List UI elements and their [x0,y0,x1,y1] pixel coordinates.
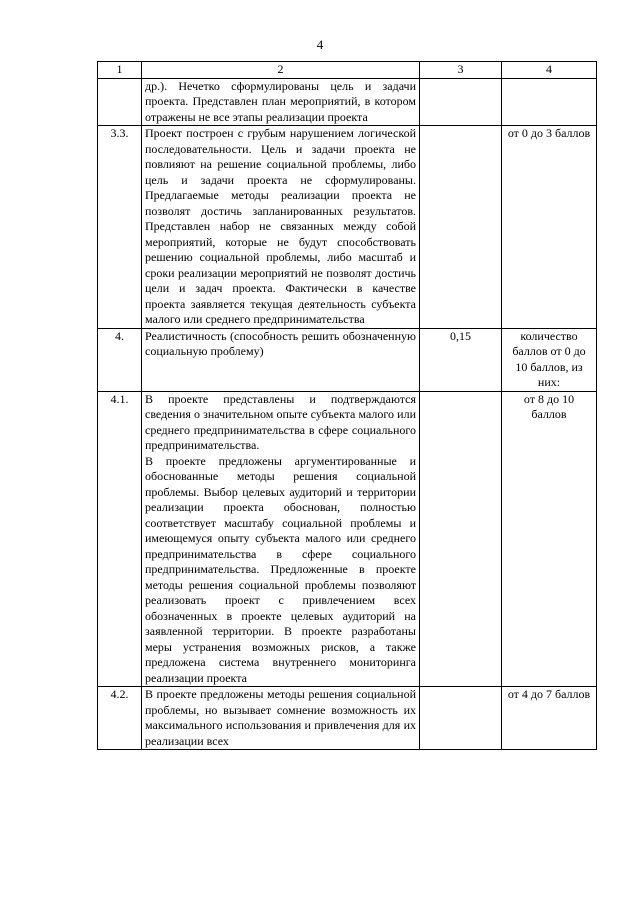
column-header-2: 2 [142,62,420,79]
table-header-row [98,62,597,79]
weight-cell [420,126,502,329]
criteria-table-body [98,62,597,750]
score-range-cell: от 0 до 3 баллов [502,126,597,329]
score-range-cell [502,78,597,126]
criterion-text-cell [142,687,420,750]
row-number-cell: 4.2. [98,687,142,750]
row-number-cell: 4.1. [98,391,142,687]
criterion-paragraph: В проекте предложены аргументированные и обоснованные методы решения социальной проблемы. Выбор целевых аудиторий и территории реализации проекта обоснован, полностью соответствует масштабу социальной проблемы и имеющемуся опыту субъекта малого или среднего предпринимательства в сфере социального предпринимательства. Предложенные в проекте методы решения социальной проблемы позволяют реализовать проект с привлечением всех обозначенных в проекте целевых аудиторий на заявленной территории. В проекте разработаны меры устранения возможных рисков, а также предложена система внутреннего мониторинга реализации проекта [145,453,416,685]
weight-cell [420,687,502,750]
table-row [98,391,597,687]
column-header-1: 1 [98,62,142,79]
criterion-text-cell [142,328,420,391]
table-row [98,328,597,391]
weight-cell: 0,15 [420,328,502,391]
criteria-table [97,61,597,750]
score-range-cell: от 8 до 10 баллов [502,391,597,687]
criterion-text-cell [142,126,420,329]
row-number-cell: 3.3. [98,126,142,329]
column-header-4: 4 [502,62,597,79]
criterion-paragraph: В проекте предложены методы решения социальной проблемы, но вызывает сомнение возможность их максимального использования и привлечения для их реализации всех [145,687,416,748]
criterion-paragraph: др.). Нечетко сформулированы цель и задачи проекта. Представлен план мероприятий, в котором отражены не все этапы реализации проекта [145,78,416,124]
criterion-paragraph: В проекте представлены и подтверждаются сведения о значительном опыте субъекта малого или среднего предпринимательства в сфере социального предпринимательства. [145,391,416,452]
table-row [98,687,597,750]
score-range-cell: количество баллов от 0 до 10 баллов, из них: [502,328,597,391]
column-header-3: 3 [420,62,502,79]
score-range-cell: от 4 до 7 баллов [502,687,597,750]
criterion-text-cell [142,391,420,687]
row-number-cell [98,78,142,126]
table-row [98,126,597,329]
criterion-paragraph: Реалистичность (способность решить обозначенную социальную проблему) [145,328,416,358]
criterion-paragraph: Проект построен с грубым нарушением логической последовательности. Цель и задачи проекта не повлияют на решение социальной проблемы, либо цель и задачи проекта не сформулированы. Предлагаемые методы реализации проекта не позволят достичь запланированных результатов. Представлен набор не связанных между собой мероприятий, которые не будут способствовать решению социальной проблемы, либо масштаб и сроки реализации мероприятий не позволят достичь цели и задач проекта. Фактически в качестве проекта заявляется текущая деятельность субъекта малого или среднего предпринимательства [145,126,416,326]
criterion-text-cell [142,78,420,126]
table-row [98,78,597,126]
page-number: 4 [316,37,324,52]
row-number-cell: 4. [98,328,142,391]
weight-cell [420,78,502,126]
weight-cell [420,391,502,687]
